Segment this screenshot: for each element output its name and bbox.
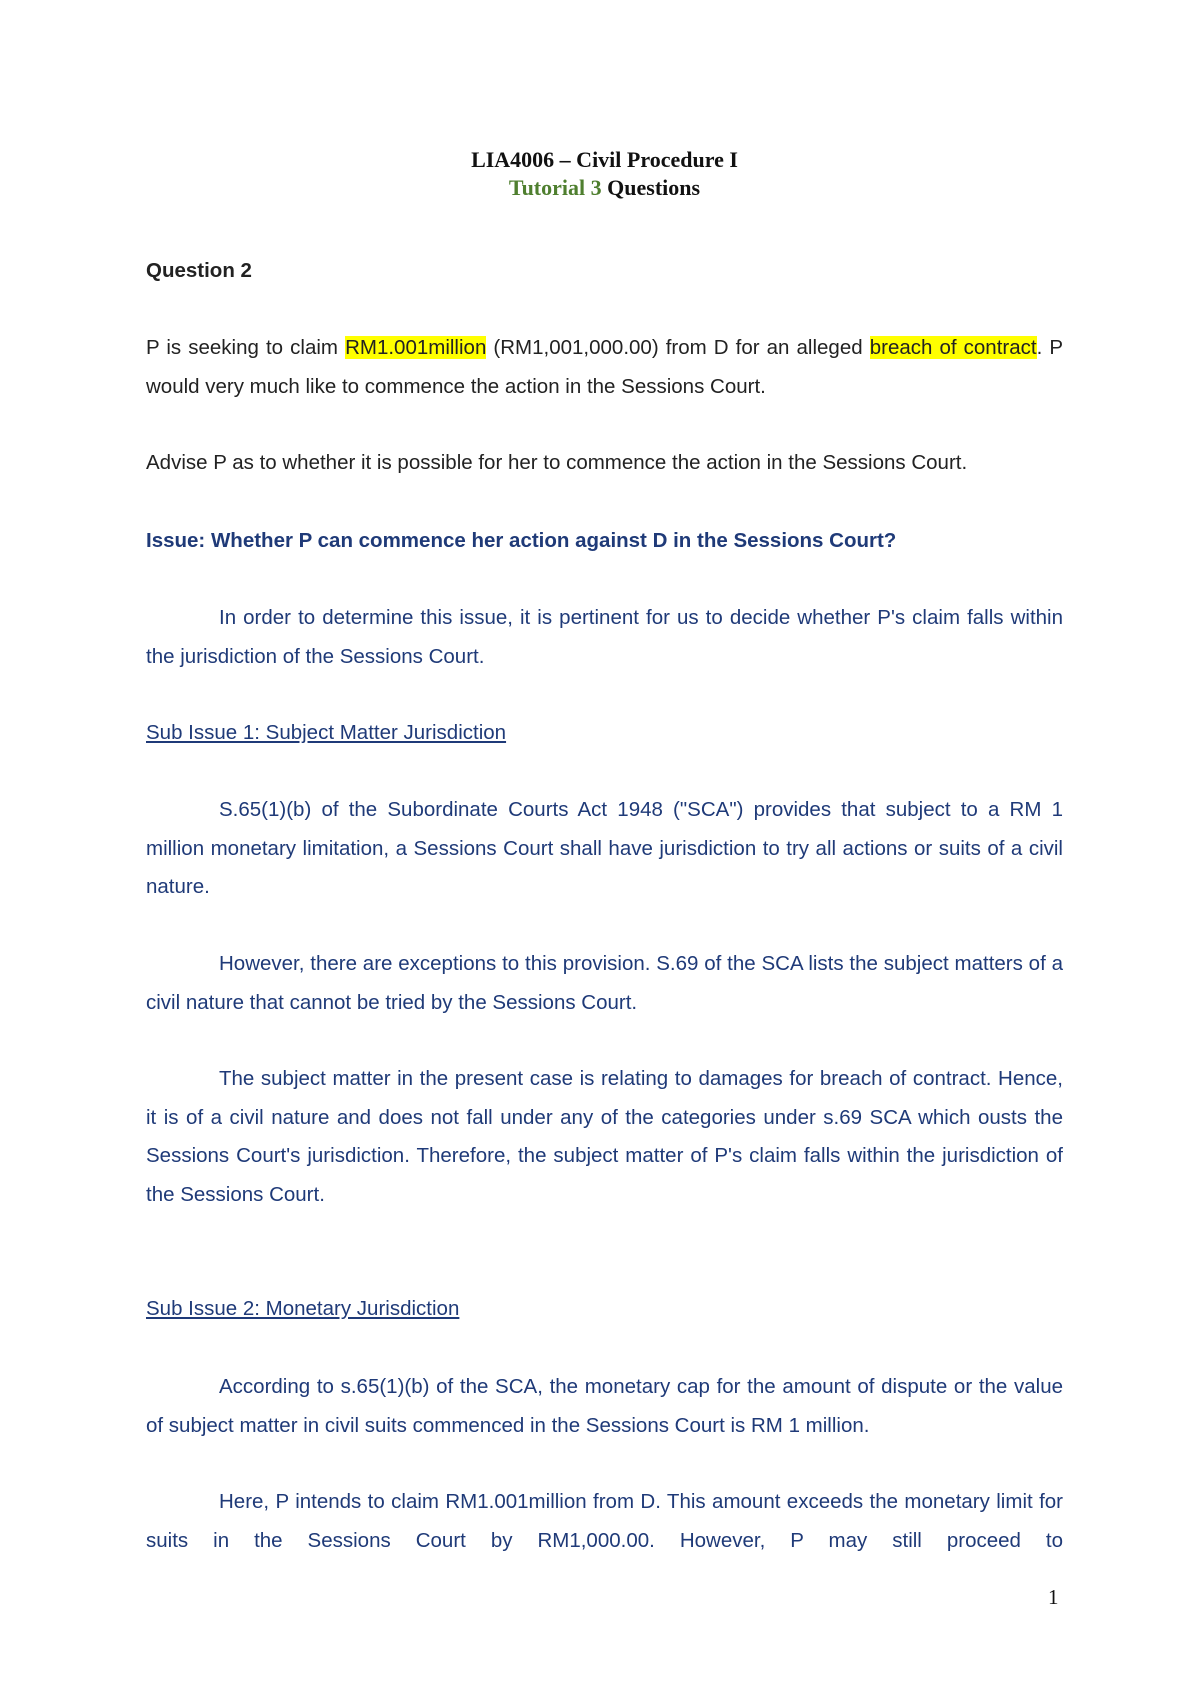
document-title — [146, 146, 1063, 202]
question-heading: Question 2 — [146, 259, 252, 282]
tutorial-subtitle — [146, 174, 1063, 202]
sub1-paragraph-2: However, there are exceptions to this provision. S.69 of the SCA lists the subject matters of a civil nature that cannot be tried by the Sessions Court. — [146, 952, 1063, 1014]
tutorial-number: Tutorial 3 — [508, 175, 602, 200]
intro-paragraph: In order to determine this issue, it is pertinent for us to decide whether P's claim falls within the jurisdiction of the Sessions Court. — [146, 606, 1063, 668]
sub1-paragraph-1: S.65(1)(b) of the Subordinate Courts Act 1948 ("SCA") provides that subject to a RM 1 million monetary limitation, a Sessions Court shall have jurisdiction to try all actions or suits of a civil nature. — [146, 798, 1063, 898]
highlight-breach: breach of contract — [869, 336, 1037, 359]
page-number: 1 — [1048, 1585, 1059, 1609]
sub-issue-2-heading: Sub Issue 2: Monetary Jurisdiction — [146, 1297, 460, 1320]
course-title: LIA4006 – Civil Procedure I — [471, 147, 738, 172]
sub1-paragraph-3: The subject matter in the present case is relating to damages for breach of contract. Hence, it is of a civil nature and does not fall under any of the categories under s.69 SCA which ousts the Sessions Court's jurisdiction. Therefore, the subject matter of P's claim falls within the jurisdiction of the Sessions Court. — [146, 1067, 1063, 1206]
text: P is seeking to claim — [146, 336, 346, 359]
highlight-amount: RM1.001million — [345, 336, 487, 359]
sub2-paragraph-2: Here, P intends to claim RM1.001million from D. This amount exceeds the monetary limit for suits in the Sessions Court by RM1,000.00. However, P may still proceed to — [146, 1490, 1063, 1552]
sub2-paragraph-1: According to s.65(1)(b) of the SCA, the monetary cap for the amount of dispute or the value of subject matter in civil suits commenced in the Sessions Court is RM 1 million. — [146, 1375, 1063, 1437]
subtitle-rest: Questions — [601, 175, 701, 200]
question-paragraph — [146, 329, 1063, 406]
text: (RM1,001,000.00) from D for an alleged — [486, 336, 870, 359]
issue-heading: Issue: Whether P can commence her action against D in the Sessions Court? — [146, 529, 897, 552]
text: . P would very much like to commence the action in the Sessions Court. — [146, 336, 1064, 398]
sub-issue-1-heading: Sub Issue 1: Subject Matter Jurisdiction — [146, 721, 507, 744]
advise-paragraph: Advise P as to whether it is possible for her to commence the action in the Sessions Court. — [146, 451, 968, 474]
